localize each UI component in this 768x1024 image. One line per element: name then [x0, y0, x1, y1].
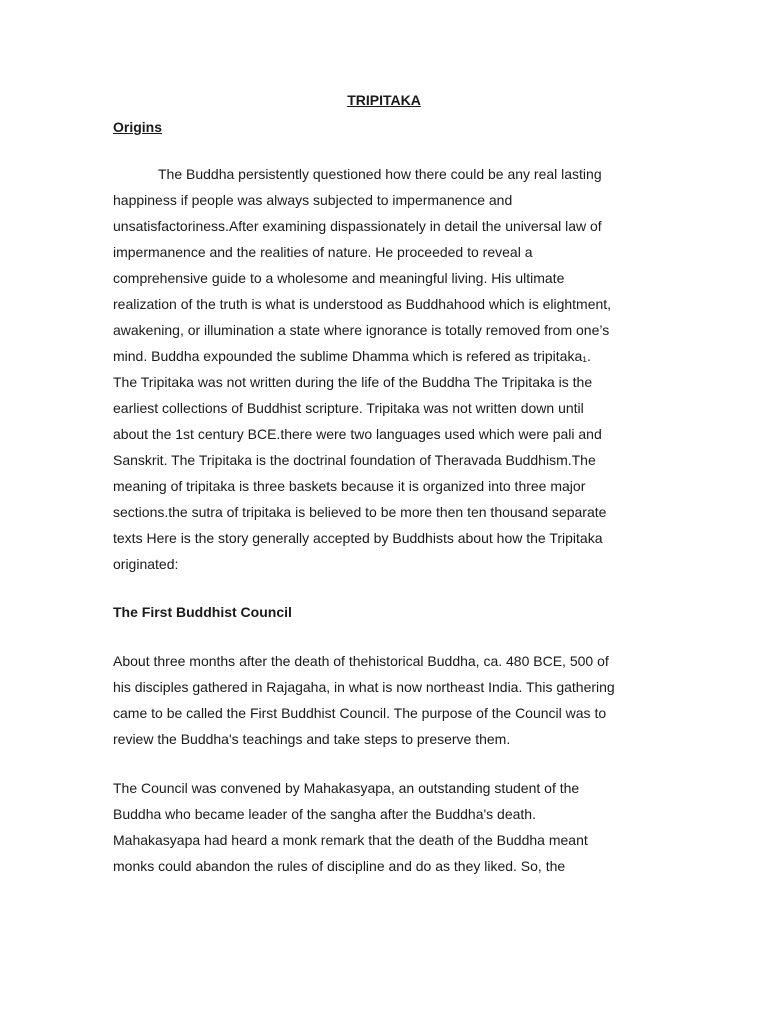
first-council-heading: The First Buddhist Council: [113, 604, 292, 620]
paragraph-line: unsatisfactoriness.After examining dispassionately in detail the universal law of: [113, 218, 602, 234]
paragraph-line: about the 1st century BCE.there were two languages used which were pali and: [113, 426, 602, 442]
paragraph-line: Sanskrit. The Tripitaka is the doctrinal foundation of Theravada Buddhism.The: [113, 452, 596, 468]
council-paragraph-1: [113, 648, 653, 752]
paragraph-line: monks could abandon the rules of discipline and do as they liked. So, the: [113, 858, 566, 874]
paragraph-line: came to be called the First Buddhist Council. The purpose of the Council was to: [113, 705, 607, 721]
paragraph-line: The Tripitaka was not written during the life of the Buddha The Tripitaka is the: [113, 374, 593, 390]
origins-heading: Origins: [113, 119, 163, 135]
paragraph-line: happiness if people was always subjected to impermanence and: [113, 192, 513, 208]
paragraph-line: Mahakasyapa had heard a monk remark that the death of the Buddha meant: [113, 832, 588, 848]
paragraph-line: review the Buddha's teachings and take steps to preserve them.: [113, 731, 511, 747]
paragraph-line: earliest collections of Buddhist scripture. Tripitaka was not written down until: [113, 400, 584, 416]
paragraph-line: realization of the truth is what is understood as Buddhahood which is elightment,: [113, 296, 612, 312]
paragraph-line: sections.the sutra of tripitaka is believed to be more then ten thousand separate: [113, 504, 607, 520]
paragraph-line: impermanence and the realities of nature. He proceeded to reveal a: [113, 244, 533, 260]
origins-paragraph: [113, 161, 653, 577]
council-paragraph-2: [113, 775, 653, 879]
paragraph-line: Buddha who became leader of the sangha after the Buddha's death.: [113, 806, 536, 822]
paragraph-line: awakening, or illumination a state where ignorance is totally removed from one’s: [113, 322, 610, 338]
paragraph-line: The Buddha persistently questioned how there could be any real lasting: [158, 166, 602, 182]
paragraph-line: texts Here is the story generally accepted by Buddhists about how the Tripitaka: [113, 530, 603, 546]
document-title: TRIPITAKA: [347, 92, 421, 108]
paragraph-line: The Council was convened by Mahakasyapa, an outstanding student of the: [113, 780, 580, 796]
paragraph-line: originated:: [113, 556, 179, 572]
paragraph-line: meaning of tripitaka is three baskets because it is organized into three major: [113, 478, 586, 494]
paragraph-line: comprehensive guide to a wholesome and meaningful living. His ultimate: [113, 270, 565, 286]
paragraph-line: About three months after the death of thehistorical Buddha, ca. 480 BCE, 500 of: [113, 653, 609, 669]
paragraph-line: mind. Buddha expounded the sublime Dhamma which is refered as tripitaka₁.: [113, 348, 591, 364]
paragraph-line: his disciples gathered in Rajagaha, in what is now northeast India. This gathering: [113, 679, 615, 695]
